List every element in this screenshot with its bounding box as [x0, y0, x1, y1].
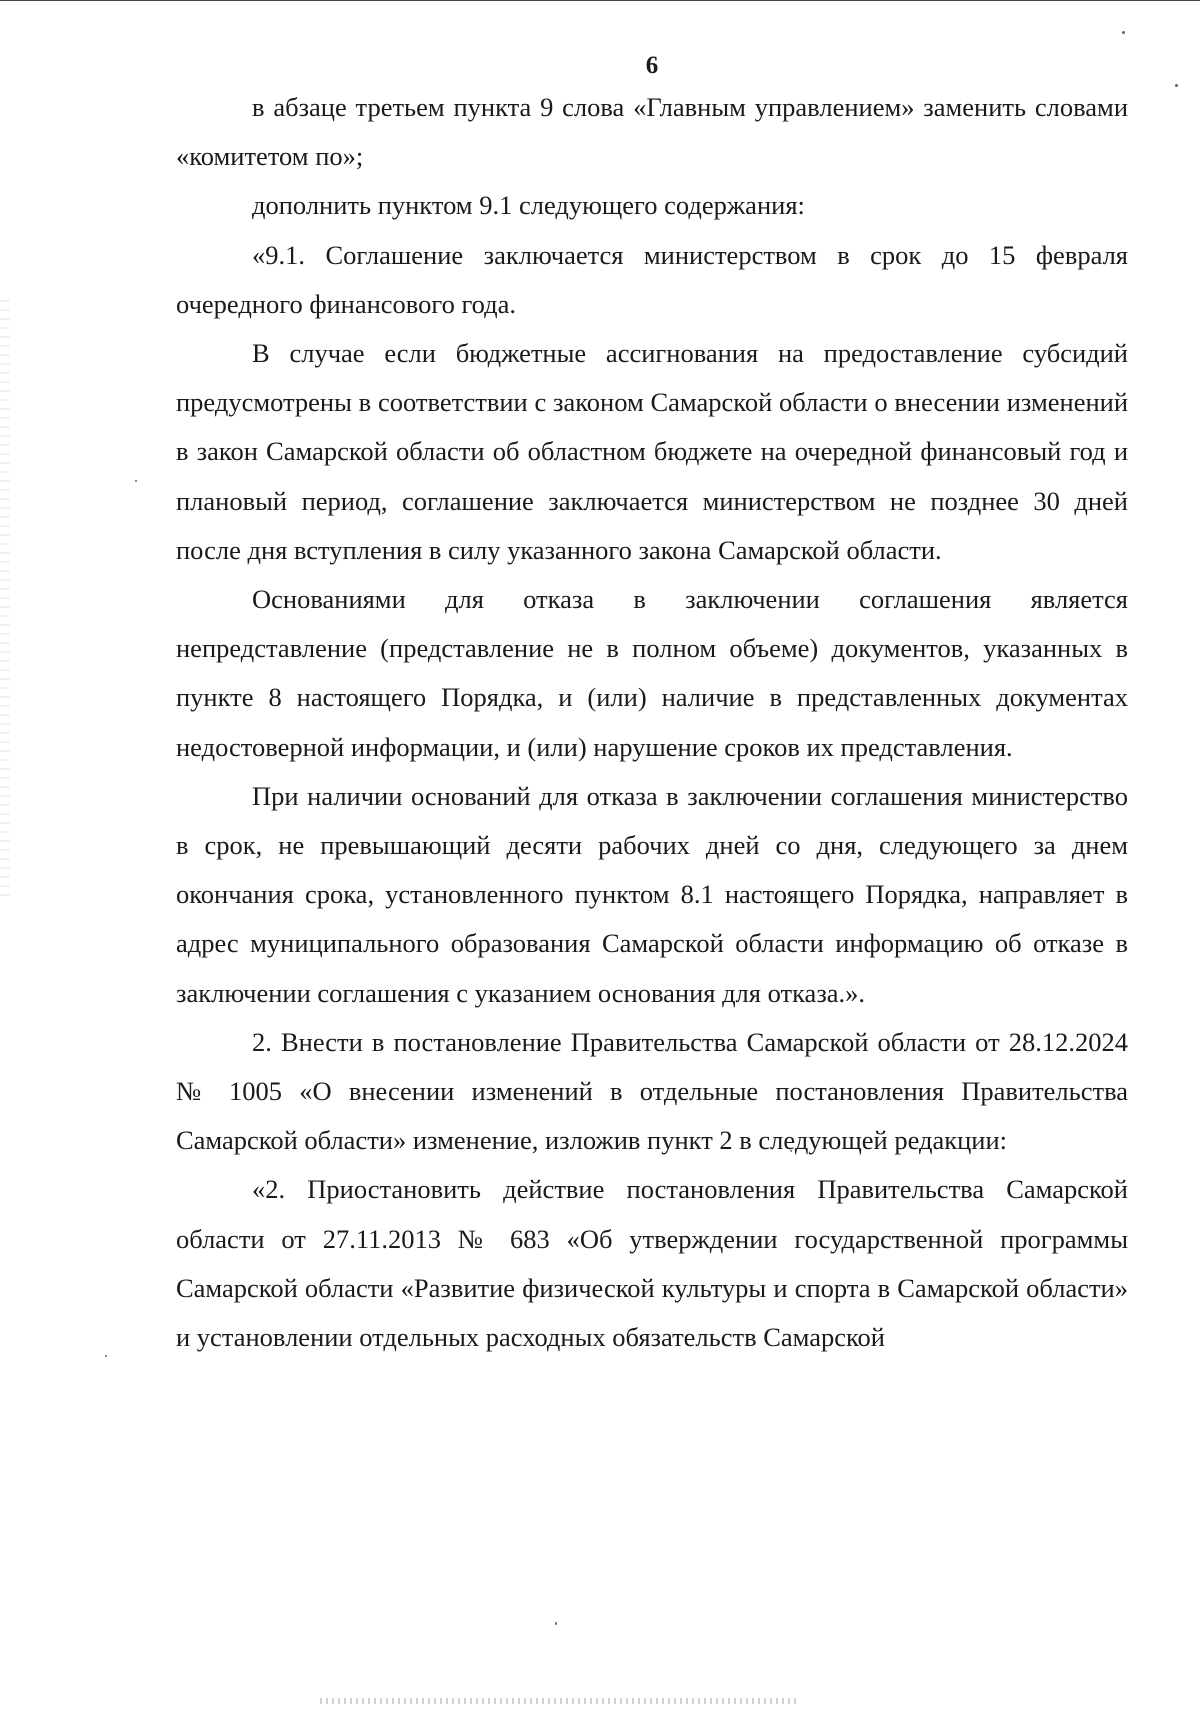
text-line: следующего за днем окончания срока, установленного пунктом 8.1 — [176, 830, 1129, 910]
paragraph — [176, 231, 1128, 329]
text-line: не позднее 30 дней после дня вступления в силу указанного закона — [176, 485, 1128, 565]
text-line: представления. — [840, 731, 1013, 762]
text-line: «9.1. Соглашение заключается министерством в срок до 15 февраля — [252, 239, 1128, 270]
text-line: Самарской области. — [718, 534, 942, 565]
scan-edge-artifact — [0, 300, 10, 900]
paragraph — [176, 83, 1128, 181]
text-line: непредставление (представление не в полном объеме) документов, указанных — [176, 633, 1103, 664]
scan-top-edge — [0, 0, 1200, 1]
text-line: области от 27.11.2013 № 683 «Об утверждении государственной программы — [176, 1223, 1128, 1254]
paragraph — [176, 772, 1128, 1018]
text-line: от 28.12.2024 № 1005 «О внесении изменений в отдельные постановления — [176, 1026, 1128, 1107]
scan-speck — [555, 1622, 557, 1625]
document-body — [176, 83, 1128, 1362]
scan-bottom-artifact — [320, 1698, 800, 1704]
text-line: Основаниями для отказа в заключении соглашения является — [252, 584, 1128, 615]
text-line: При наличии оснований для отказа в заключении соглашения — [252, 780, 963, 811]
text-line: 2. Внести в постановление Правительства Самарской области — [252, 1026, 967, 1057]
text-line: с указанием основания для отказа.». — [456, 977, 866, 1008]
scan-speck — [1175, 84, 1178, 87]
paragraph — [176, 329, 1128, 575]
text-line: предусмотрены в соответствии с законом Самарской области о внесении — [176, 387, 1000, 418]
text-line: В случае если бюджетные ассигнования на предоставление субсидий — [252, 338, 1128, 369]
text-line: министерство в срок, не превышающий десяти рабочих дней со дня, — [176, 780, 1129, 861]
text-line: изменений в закон Самарской области об областном бюджете на очередной — [176, 387, 1129, 467]
text-line: документах недостоверной информации, и (или) нарушение сроков их — [176, 682, 1128, 762]
scan-speck — [1122, 31, 1125, 34]
text-line: Самарской области «Развитие физической культуры и спорта в Самарской — [176, 1272, 1020, 1303]
text-line: в пункте 8 настоящего Порядка, и (или) наличие в представленных — [176, 633, 1129, 713]
paragraph — [176, 1165, 1128, 1362]
text-line: Правительства Самарской области» изменение, изложив пункт 2 в — [176, 1076, 1129, 1156]
text-line: очередного финансового года. — [176, 288, 517, 319]
scan-speck — [135, 480, 137, 482]
text-line: Самарской области информацию об отказе в заключении соглашения — [176, 928, 1129, 1008]
text-line: в абзаце третьем пункта 9 слова «Главным управлением» заменить — [252, 92, 1027, 122]
text-line: дополнить пунктом 9.1 следующего содержания: — [252, 190, 805, 221]
text-line: настоящего Порядка, направляет в адрес муниципального образования — [176, 879, 1129, 959]
page-number: 6 — [645, 52, 659, 79]
scan-speck — [105, 1355, 107, 1357]
text-line: следующей редакции: — [758, 1125, 1008, 1156]
text-line: финансовый год и плановый период, соглашение заключается министерством — [176, 436, 1129, 516]
text-line: словами «комитетом по»; — [176, 92, 1129, 172]
text-line: области» и установлении отдельных расходных обязательств Самарской — [176, 1272, 1128, 1353]
text-line: «2. Приостановить действие постановления Правительства Самарской — [252, 1174, 1128, 1205]
paragraph — [176, 575, 1128, 772]
paragraph — [176, 1018, 1128, 1166]
paragraph — [176, 181, 1128, 230]
